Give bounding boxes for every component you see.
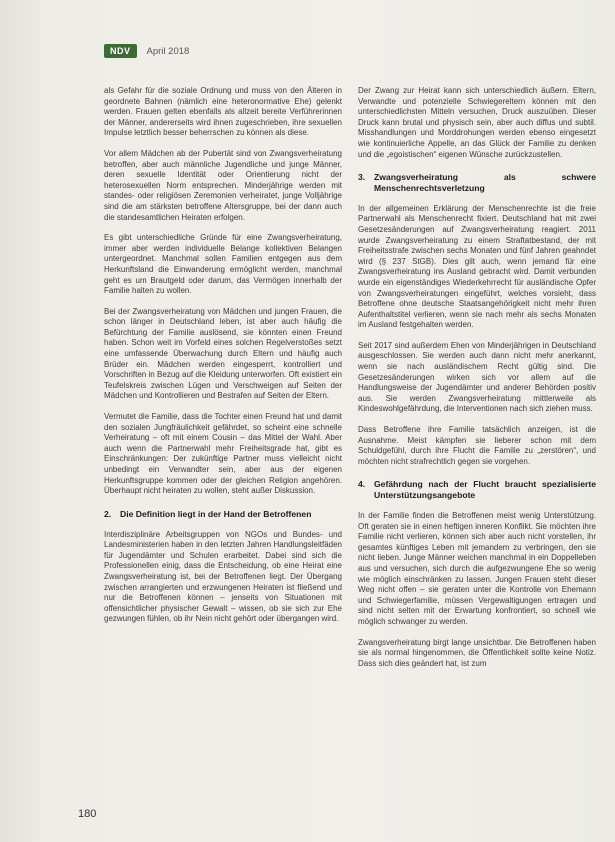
section-title: Zwangsverheiratung als schwere Menschenrechtsverletzung [374,172,596,193]
section-number: 4. [358,479,366,490]
journal-badge: NDV [104,44,137,58]
section-heading-4 [358,479,596,501]
section-number: 3. [358,172,366,183]
section-title: Die Definition liegt in der Hand der Betroffenen [120,508,312,519]
section-title: Gefährdung nach der Flucht braucht spezialisierte Unterstützungsangebote [374,479,596,501]
paragraph: Seit 2017 sind außerdem Ehen von Minderjährigen in Deutschland ausgeschlossen. Sie werden auch dann nicht mehr anerkannt, wenn sie nach ausländischem Recht gültig sind. Die Gesetzesänderungen wirken sich vor allem auf die Handlungsweise der Jugendämter und anderer Behörden positiv aus. Sie werden Zwangsverheiratung mittlerweile als Kindeswohlgefährdung, die Interventionen nach sich ziehen muss. [358,340,596,414]
section-number: 2. [104,508,112,519]
paragraph: Vor allem Mädchen ab der Pubertät sind von Zwangsverheiratung betroffen, aber auch männliche Jugendliche und junge Männer, deren sexuelle Identität oder Orientierung nicht der heterosexuellen Norm entsprechen. Minderjährige werden mit standes- oder religiösen Zeremonien verheiratet, junge Volljährige sind die am stärksten betroffene Altersgruppe, bei der dann auch die standesamtlichen Heiraten erfolgen. [104,148,342,222]
paragraph: In der Familie finden die Betroffenen meist wenig Unterstützung. Oft geraten sie in einen heftigen inneren Konflikt. Sie möchten ihre Familie nicht verlieren, können sich aber auch nicht vorstellen, ihr gesamtes künftiges Leben mit jemandem zu verbringen, den sie nicht lieben. Junge Männer weichen manchmal in ein Doppelleben aus und versuchen, sich durch die aufgezwungene Ehe so wenig wie möglich einschränken zu lassen. Jungen Frauen steht dieser Weg nicht offen – sie geraten unter die Kontrolle von Ehemann und Schwiegerfamilie, müssen Vergewaltigungen ertragen und sind nicht selten mit der Erwartung konfrontiert, so schnell wie möglich schwanger zu werden. [358,511,596,626]
paragraph: Vermutet die Familie, dass die Tochter einen Freund hat und damit den sozialen Jungfräulichkeit gefährdet, so scheint eine schnelle Verheiratung – oft mit einem Cousin – das Mittel der Wahl. Aber auch wenn die Partnerwahl mehr Freiheitsgrade hat, gibt es Einschränkungen: Der zukünftige Partner muss vielleicht nicht unbedingt ein Verwandter sein, aber aus der eigenen Herkunftsgruppe kommen oder der gleichen Religion angehören. Überhaupt nicht heiraten zu wollen, steht außer Diskussion. [104,412,342,496]
paragraph: Bei der Zwangsverheiratung von Mädchen und jungen Frauen, die schon länger in Deutschland leben, ist aber auch häufig die Befürchtung der Familie auslösend, sie könnten einen Freund haben. Schon weit im Vorfeld eines solchen Regelverstoßes setzt eine umfassende Überwachung durch Eltern und häufig auch Brüder ein. Mädchen werden eingesperrt, kontrolliert und Vorschriften in Bezug auf die Kleidung unterworfen. Oft existiert ein Teufelskreis zwischen Lügen und Verschweigen auf Seiten der Mädchen und Kontrollieren und Bestrafen auf Seiten der Eltern. [104,306,342,401]
issue-date: April 2018 [146,45,190,57]
section-heading-2 [104,509,342,520]
section-heading-3 [358,172,596,194]
paragraph: Der Zwang zur Heirat kann sich unterschiedlich äußern. Eltern, Verwandte und potenzielle Schwiegereltern können mit den unterschiedlichsten Mitteln versuchen, Druck auszuüben. Dieser Druck kann brutal und physisch sein, aber auch diffus und subtil. Misshandlungen und Morddrohungen werden ebenso eingesetzt wie kontinuierliche Appelle, an das Glück der Familie zu denken und die „egoistischen“ eigenen Wünsche zurückzustellen. [358,86,596,159]
page-number: 180 [78,808,97,820]
paragraph: Es gibt unterschiedliche Gründe für eine Zwangsverheiratung, immer aber werden individuelle Belange kollektiven Belangen untergeordnet. Manchmal sollen Familien entgegen aus dem Herkunftsland die Einwanderung ermöglicht werden, manchmal geht es um Brautgeld oder darum, das Vermögen innerhalb der Familie halten zu wollen. [104,233,342,296]
paragraph: Zwangsverheiratung birgt lange unsichtbar. Die Betroffenen haben sie als normal hingenommen, die Öffentlichkeit sollte keine Notiz. Dass sich dies geändert hat, ist zum [358,637,596,668]
left-column [104,86,342,635]
paragraph: Interdisziplinäre Arbeitsgruppen von NGOs und Bundes- und Landesministerien haben in den letzten Jahren Handlungsleitfäden für Jugendämter und Schulen erarbeitet. Dabei sind sich die Professionellen einig, dass die Entscheidung, ob eine Heirat eine Zwangsverheiratung ist, bei der Betroffenen liegt. Der Übergang zwischen arrangierten und erzwungenen Heiraten ist fließend und nur die Betroffenen können – jenseits von Situationen mit offensichtlicher physischer Gewalt – wissen, ob sie sich zur Ehe gezwungen fühlen, ob ihr Nein nicht gehört oder übergangen wird. [104,529,342,624]
running-header [104,44,189,58]
paragraph: als Gefahr für die soziale Ordnung und muss von den Älteren in geordnete Bahnen (nämlich eine heteronormative Ehe) gelenkt werden. Frauen gelten ebenfalls als allzeit bereite Verführerinnen der Männer, andererseits wird ihnen zugeschrieben, ihre sexuellen Impulse letztlich besser beherrschen zu können als diese. [104,86,342,138]
right-column [358,86,596,679]
paragraph: Dass Betroffene ihre Familie tatsächlich anzeigen, ist die Ausnahme. Meist kämpfen sie lieberer schon mit dem Schuldgefühl, durch ihre Flucht die Familie zu „zerstören“, und möchten nicht strafrechtlich gegen sie vorgehen. [358,425,596,466]
paragraph: In der allgemeinen Erklärung der Menschenrechte ist die freie Partnerwahl als Menschenrecht fixiert. Deutschland hat mit zwei Gesetzesänderungen auf Zwangsverheiratung reagiert. 2011 wurde Zwangsverheiratung zu einem Straftatbestand, der mit Freiheitsstrafe zwischen sechs Monaten und fünf Jahren geahndet wird (§ 237 StGB). Dies gilt auch, wenn jemand für eine Zwangsverheiratung ins Ausland gebracht wird. Damit verbunden wurde ein eigenständiges Wiederkehrrecht für ausländische Opfer von Zwangsverheiratungen eingeführt, welches vorsieht, dass Betroffene ohne deutsche Staatsangehörigkeit nicht mehr ihren Aufenthaltstitel verlieren, wenn sie nach mehr als sechs Monaten im Ausland festgehalten werden. [358,203,596,330]
